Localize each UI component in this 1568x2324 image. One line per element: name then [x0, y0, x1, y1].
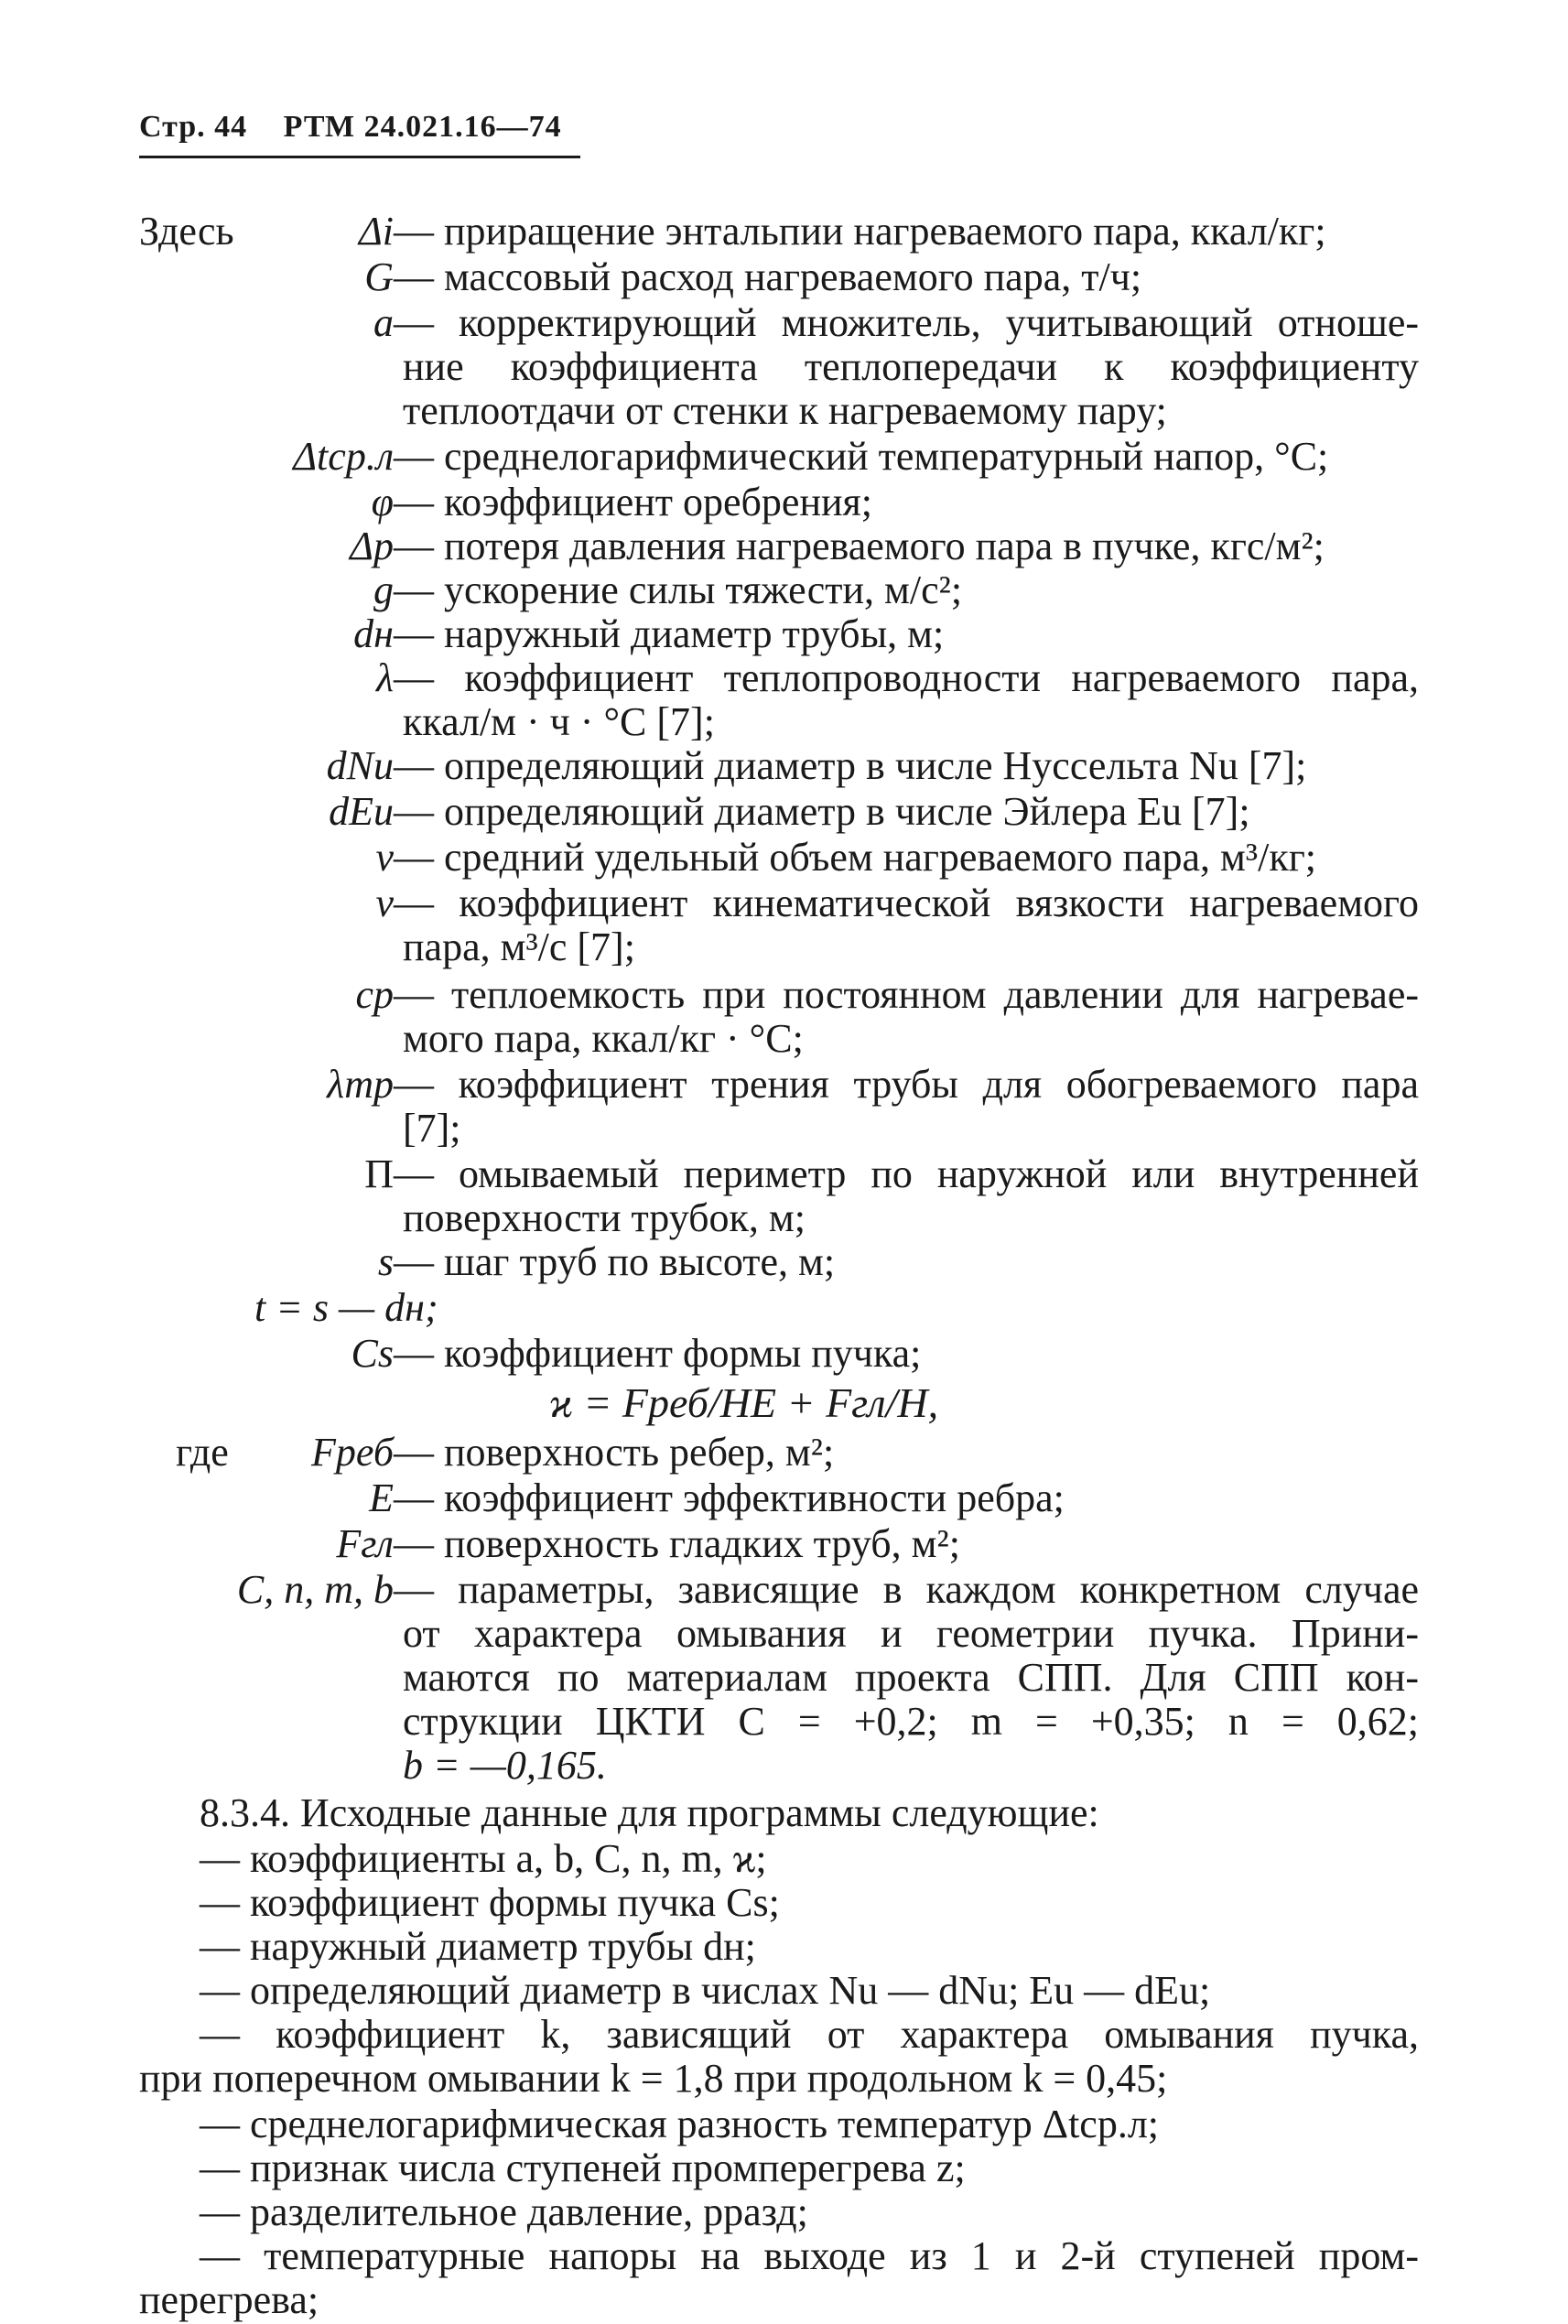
header-rule	[139, 156, 580, 158]
sym-lambda-tr: λтр	[327, 1062, 394, 1107]
def-line: — коэффициент теплопроводности нагреваемого пара,	[394, 655, 1419, 700]
list-item: — разделительное давление, pразд;	[200, 2189, 808, 2234]
def-line: струкции ЦКТИ C = +0,2; m = +0,35; n = 0,62;	[403, 1699, 1419, 1744]
def-line: — приращение энтальпии нагреваемого пара, ккал/кг;	[394, 209, 1326, 254]
sym-E: E	[369, 1475, 394, 1520]
sym-G: G	[364, 254, 394, 299]
def-line: — коэффициент кинематической вязкости нагреваемого	[394, 881, 1419, 925]
sym-cp: cp	[355, 972, 394, 1017]
def-line: — определяющий диаметр в числе Нуссельта Nu [7];	[394, 743, 1307, 788]
intro-word: Здесь	[139, 209, 234, 254]
sym-P: П	[364, 1151, 394, 1196]
list-item: при поперечном омывании k = 1,8 при продольном k = 0,45;	[139, 2056, 1168, 2101]
sym-delta-i: Δi	[358, 209, 394, 254]
list-item: — температурные напоры на выходе из 1 и 2-й ступеней пром-	[200, 2233, 1419, 2278]
def-line: — средний удельный объем нагреваемого пара, м³/кг;	[394, 835, 1316, 880]
def-line: маются по материалам проекта СПП. Для СПП кон-	[403, 1655, 1419, 1700]
sym-phi: φ	[371, 480, 394, 524]
def-line: — поверхность гладких труб, м²;	[394, 1521, 960, 1566]
def-line: пара, м³/с [7];	[403, 924, 635, 969]
list-item: — коэффициент формы пучка Cs;	[200, 1880, 780, 1925]
def-line: — коэффициент формы пучка;	[394, 1331, 922, 1376]
sym-d-n: dн	[353, 611, 394, 656]
def-line: — потеря давления нагреваемого пара в пучке, кгс/м²;	[394, 524, 1325, 568]
def-line: поверхности трубок, м;	[403, 1195, 806, 1240]
def-line: — шаг труб по высоте, м;	[394, 1239, 836, 1284]
sym-d-nu: dNu	[326, 743, 394, 788]
list-item: — коэффициенты a, b, C, n, m, ϰ;	[200, 1836, 767, 1881]
sym-a: a	[373, 300, 394, 345]
list-item: — коэффициент k, зависящий от характера омывания пучка,	[200, 2012, 1419, 2057]
def-line: — поверхность ребер, м²;	[394, 1430, 835, 1475]
def-line: — наружный диаметр трубы, м;	[394, 611, 945, 656]
sym-F-gl: Fгл	[336, 1521, 394, 1566]
list-item: перегрева;	[139, 2277, 319, 2322]
list-item: — признак числа ступеней промперегрева z;	[200, 2146, 966, 2190]
def-line: теплоотдачи от стенки к нагреваемому пару;	[403, 388, 1167, 433]
page-number: Стр. 44	[139, 110, 248, 144]
sym-Cs: Cs	[351, 1331, 394, 1376]
def-line: мого пара, ккал/кг · °С;	[403, 1016, 804, 1061]
list-item: — среднелогарифмическая разность температур Δtср.л;	[200, 2102, 1160, 2146]
def-line: — ускорение силы тяжести, м/с²;	[394, 567, 963, 612]
sym-v: v	[375, 835, 394, 880]
sym-delta-p: Δp	[350, 524, 394, 568]
def-line: — корректирующий множитель, учитывающий отноше-	[394, 300, 1419, 345]
def-line: — коэффициент оребрения;	[394, 480, 873, 524]
def-line: — определяющий диаметр в числе Эйлера Eu [7];	[394, 789, 1250, 834]
sym-nu: ν	[375, 881, 394, 925]
def-line: b = —0,165.	[403, 1743, 607, 1788]
def-line: — омываемый периметр по наружной или внутренней	[394, 1151, 1419, 1196]
sym-C-n-m-b: C, n, m, b	[236, 1567, 394, 1612]
page-header	[139, 110, 589, 145]
sym-F-reb: Fреб	[311, 1430, 394, 1475]
sym-d-eu: dEu	[329, 789, 394, 834]
def-line: — коэффициент эффективности ребра;	[394, 1475, 1065, 1520]
def-line: — теплоемкость при постоянном давлении для нагревае-	[394, 972, 1419, 1017]
def-line: ние коэффициента теплопередачи к коэффициенту	[403, 344, 1419, 389]
list-item: — наружный диаметр трубы dн;	[200, 1924, 756, 1969]
def-line: — среднелогарифмический температурный напор, °С;	[394, 434, 1329, 479]
def-line: [7];	[403, 1106, 461, 1151]
formula-kappa: ϰ = Fреб/HE + Fгл/H,	[549, 1379, 939, 1426]
relation-t: t = s — dн;	[254, 1285, 438, 1330]
def-line: — массовый расход нагреваемого пара, т/ч;	[394, 254, 1142, 299]
def-line: — коэффициент трения трубы для обогреваемого пара	[394, 1062, 1419, 1107]
sym-g: g	[373, 567, 394, 612]
sym-lambda: λ	[375, 655, 394, 700]
section-title: 8.3.4. Исходные данные для программы следующие:	[200, 1790, 1099, 1835]
doc-code: РТМ 24.021.16—74	[283, 110, 562, 144]
sym-delta-t: Δtср.л	[293, 434, 394, 479]
list-item: — определяющий диаметр в числах Nu — dNu; Eu — dEu;	[200, 1968, 1211, 2013]
sym-s: s	[377, 1239, 394, 1284]
where-word: где	[176, 1430, 229, 1475]
def-line: — параметры, зависящие в каждом конкретном случае	[394, 1567, 1419, 1612]
def-line: от характера омывания и геометрии пучка. Прини-	[403, 1611, 1419, 1656]
def-line: ккал/м · ч · °С [7];	[403, 699, 715, 744]
